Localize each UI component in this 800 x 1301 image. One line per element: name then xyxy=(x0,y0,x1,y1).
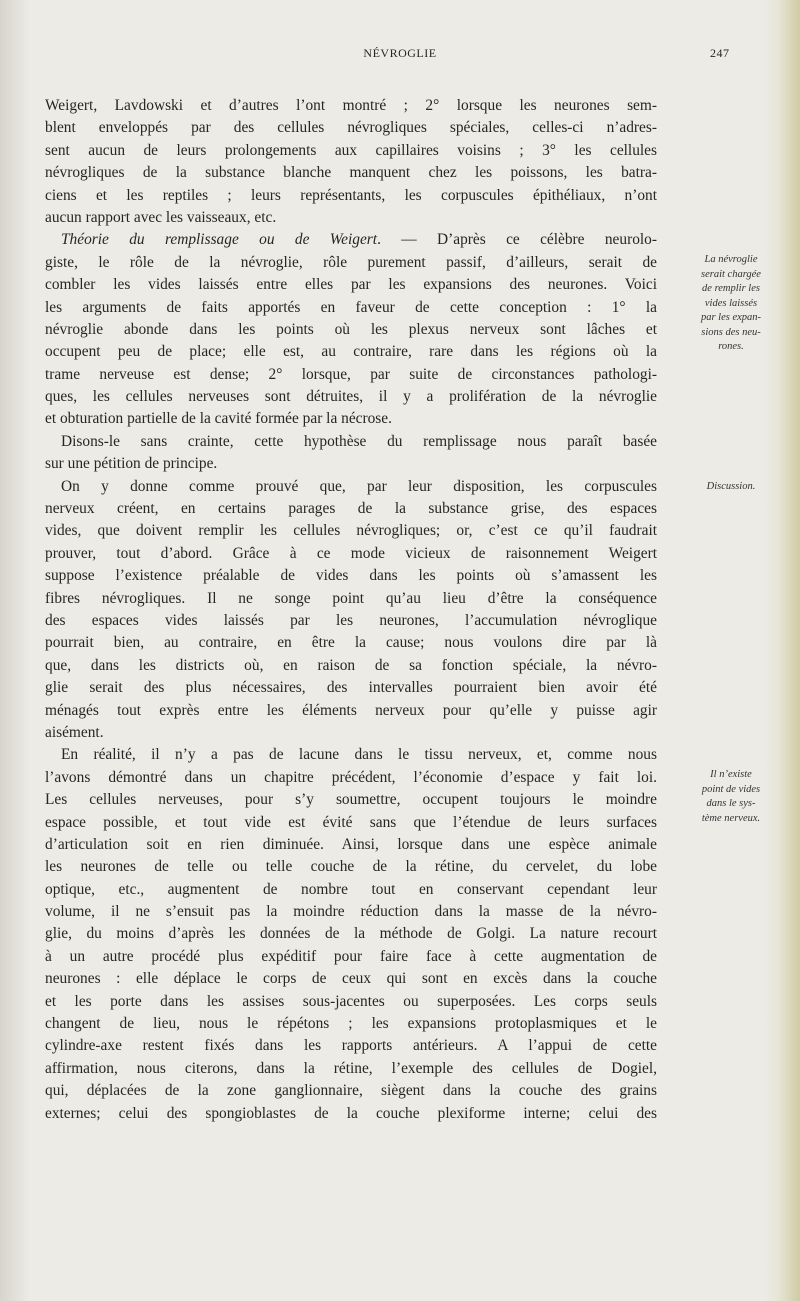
text-line: à un autre procédé plus expéditif pour faire face à cette augmentation de xyxy=(45,947,657,965)
text-line: occupent peu de place; elle est, au contraire, rare dans les régions où la xyxy=(45,343,657,361)
text-line: sent aucun de leurs prolongements aux capillaires voisins ; 3° les cellules xyxy=(45,141,657,159)
text-line: les arguments de faits apportés en faveur de cette conception : 1° la xyxy=(45,298,657,316)
text-line: affirmation, nous citerons, dans la rétine, l’exemple des cellules de Dogiel, xyxy=(45,1059,657,1077)
page-gutter-shadow xyxy=(0,0,30,1301)
page-number: 247 xyxy=(710,46,730,60)
margin-note-line: vides laissés xyxy=(704,297,758,309)
margin-note-discussion xyxy=(676,480,786,495)
text-line: vides, que doivent remplir les cellules névrogliques; or, c’est ce qu’il faudrait xyxy=(45,522,657,540)
margin-note-line: dans le sys- xyxy=(706,798,756,809)
text-line: espace possible, et tout vide est évité sans que l’étendue de leurs surfaces xyxy=(45,813,657,831)
margin-note-line: Il n’existe xyxy=(710,769,752,780)
margin-note-line: serait chargée xyxy=(701,268,761,280)
text-line: aucun rapport avec les vaisseaux, etc. xyxy=(45,208,277,226)
text-line: ques, les cellules nerveuses sont détruites, il y a prolifération de la névroglie xyxy=(45,388,657,406)
body-text xyxy=(45,95,657,1125)
text-line: Disons-le sans crainte, cette hypothèse du remplissage nous paraît basée xyxy=(61,432,657,450)
margin-note-remplissage xyxy=(676,253,786,355)
text-line: ménagés tout exprès entre les éléments nerveux pour qu’elle y puisse agir xyxy=(45,701,657,719)
text-line: combler les vides laissés entre elles par les expansions des neurones. Voici xyxy=(45,276,657,294)
margin-note-line: rones. xyxy=(718,341,744,352)
margin-note-line: sions des neu- xyxy=(701,326,761,338)
text-line: ciens et les reptiles ; leurs représentants, les corpuscules épithéliaux, n’ont xyxy=(45,186,657,204)
text-line: névrogliques de la substance blanche manquent chez les poissons, les batra- xyxy=(45,164,657,182)
text-line: suppose l’existence préalable de vides dans les points où s’amassent les xyxy=(45,567,657,585)
text-line: fibres névrogliques. Il ne songe point qu’au lieu d’être la conséquence xyxy=(45,589,657,607)
text-line: prouver, tout d’abord. Grâce à ce mode vicieux de raisonnement Weigert xyxy=(45,544,657,562)
text-line: giste, le rôle de la névroglie, rôle purement passif, d’ailleurs, serait de xyxy=(45,253,657,271)
section-heading-line: Théorie du remplissage ou de Weigert. — D’après ce célèbre neurolo- xyxy=(61,231,657,249)
text-line: nerveux créent, en certains parages de la substance grise, des espaces xyxy=(45,500,657,518)
text-line: d’articulation soit en rien diminuée. Ainsi, lorsque dans une espèce animale xyxy=(45,835,657,853)
text-line: des espaces vides laissés par les neurones, l’accumulation névroglique xyxy=(45,611,657,629)
running-title: NÉVROGLIE xyxy=(363,46,437,60)
text-line: l’avons démontré dans un chapitre précédent, l’économie d’espace y fait loi. xyxy=(45,768,657,786)
text-line: glie, du moins d’après les données de la méthode de Golgi. La nature recourt xyxy=(45,925,657,943)
text-line: que, dans les districts où, en raison de sa fonction spéciale, la névro- xyxy=(45,656,657,674)
text-line: Les cellules nerveuses, pour s’y soumettre, occupent toujours le moindre xyxy=(45,791,657,809)
page-edge xyxy=(764,0,800,1301)
text-line: les neurones de telle ou telle couche de la rétine, du cervelet, du lobe xyxy=(45,858,657,876)
text-line: et les porte dans les assises sous-jacentes ou superposées. Les corps seuls xyxy=(45,992,657,1010)
margin-note-line: point de vides xyxy=(701,783,761,795)
text-line: On y donne comme prouvé que, par leur disposition, les corpuscules xyxy=(61,477,657,495)
margin-note-line: par les expan- xyxy=(700,312,762,323)
text-line: neurones : elle déplace le corps de ceux qui sont en excès dans la couche xyxy=(45,970,657,988)
margin-note-line: de remplir les xyxy=(702,283,760,294)
margin-note-line: tème nerveux. xyxy=(701,812,761,824)
text-line: En réalité, il n’y a pas de lacune dans le tissu nerveux, et, comme nous xyxy=(61,746,657,764)
margin-note-line: Discussion. xyxy=(706,481,756,492)
text-line: névroglie abonde dans les points où les plexus nerveux sont lâches et xyxy=(45,320,657,338)
margin-note-vides xyxy=(676,768,786,826)
text-line: trame nerveuse est dense; 2° lorsque, par suite de circonstances pathologi- xyxy=(45,365,657,383)
text-line: changent de lieu, nous le répétons ; les expansions protoplasmiques et le xyxy=(45,1015,657,1033)
text-line: volume, il ne s’ensuit pas la moindre réduction dans la masse de la névro- xyxy=(45,903,657,921)
text-line: et obturation partielle de la cavité formée par la nécrose. xyxy=(45,410,392,428)
running-header xyxy=(0,46,800,66)
text-line: externes; celui des spongioblastes de la couche plexiforme interne; celui des xyxy=(45,1104,657,1122)
text-line: aisément. xyxy=(45,723,104,741)
text-line: cylindre-axe restent fixés dans les rapports antérieurs. A l’appui de cette xyxy=(45,1037,657,1055)
margin-note-line: La névroglie xyxy=(704,254,758,265)
text-line: blent enveloppés par des cellules névrogliques spéciales, celles-ci n’adres- xyxy=(45,119,657,137)
text-line: qui, déplacées de la zone ganglionnaire, siègent dans la couche des grains xyxy=(45,1082,657,1100)
text-line: glie serait des plus nécessaires, des intervalles pourraient bien avoir été xyxy=(45,679,657,697)
text-line: optique, etc., augmentent de nombre tout en conservant cependant leur xyxy=(45,880,657,898)
text-line: sur une pétition de principe. xyxy=(45,455,218,473)
text-line: Weigert, Lavdowski et d’autres l’ont montré ; 2° lorsque les neurones sem- xyxy=(45,97,657,114)
text-line: pourrait bien, au contraire, en être la cause; nous voulons dire par là xyxy=(45,634,657,652)
